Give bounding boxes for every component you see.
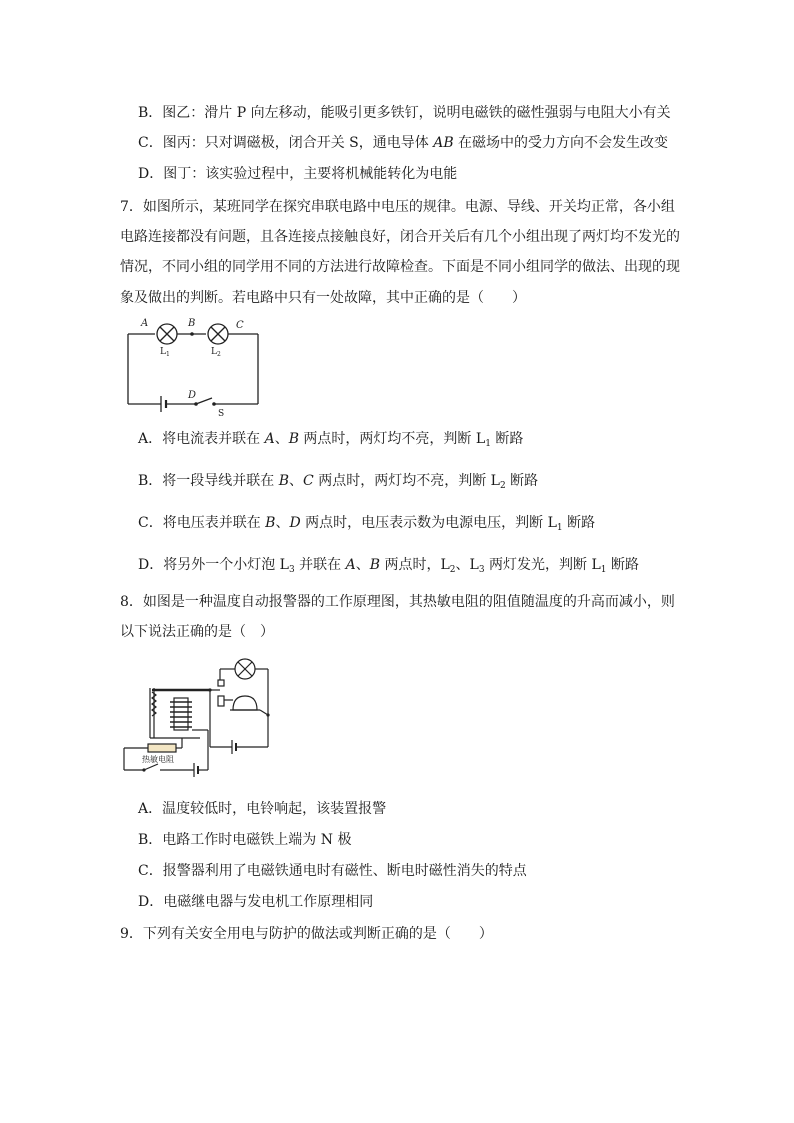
lamp-l2-label: $L_2$	[211, 347, 221, 358]
q7-option-a: A．将电流表并联在 A、B 两点时，两灯均不亮，判断 $L_1$ 断路	[138, 431, 524, 449]
q7-stem-line-1: 7．如图所示，某班同学在探究串联电路中电压的规律。电源、导线、开关均正常，各小组	[120, 199, 675, 215]
q8-option-c: C．报警器利用了电磁铁通电时有磁性、断电时磁性消失的特点	[138, 863, 527, 879]
q9-stem: 9．下列有关安全用电与防护的做法或判断正确的是（ ）	[120, 926, 493, 942]
q8-option-d: D．电磁继电器与发电机工作原理相同	[138, 894, 374, 910]
lower-contact	[218, 696, 224, 706]
q8-option-a: A．温度较低时，电铃响起，该装置报警	[138, 801, 387, 817]
q7-stem-line-3: 情况，不同小组的同学用不同的方法进行故障检查。下面是不同小组同学的做法、出现的现	[120, 259, 680, 275]
q6-option-c-var: AB	[433, 135, 454, 151]
point-c-label: C	[236, 320, 244, 331]
junction-b	[190, 332, 194, 336]
thermistor-label: 热敏电阻	[142, 755, 174, 764]
point-a-label: A	[141, 318, 149, 329]
junction-d	[194, 402, 198, 406]
q6-option-b-text: B．图乙：滑片 P 向左移动，能吸引更多铁钉，说明电磁铁的磁性强弱与电阻大小有关	[138, 105, 671, 121]
control-switch-icon	[144, 764, 158, 770]
thermistor-icon	[148, 744, 176, 752]
q6-option-c-text2: 在磁场中的受力方向不会发生改变	[453, 135, 669, 151]
lamp-l1-label: $L_1$	[160, 347, 170, 358]
q8-stem-line-1: 8．如图是一种温度自动报警器的工作原理图，其热敏电阻的阻值随温度的升高而减小，则	[120, 594, 675, 610]
q7-stem-line-4: 象及做出的判断。若电路中只有一处故障，其中正确的是（ ）	[120, 290, 526, 306]
q6-option-c-text: C．图丙：只对调磁极，闭合开关 S，通电导体	[138, 135, 434, 151]
q6-option-d	[138, 164, 457, 184]
point-d-label: D	[188, 390, 197, 401]
q7-option-b: B．将一段导线并联在 B、C 两点时，两灯均不亮，判断 $L_2$ 断路	[138, 473, 539, 491]
q7-option-d: D．将另外一个小灯泡 $L_3$ 并联在 A、B 两点时，$L_2$、$L_3$ 两灯发光，判断 $L_1$ 断路	[138, 557, 639, 575]
q7-circuit-diagram	[120, 312, 270, 422]
q6-option-d-text: D．图丁：该实验过程中，主要将机械能转化为电能	[138, 166, 458, 182]
q6-option-b	[138, 103, 671, 123]
q8-alarm-diagram	[120, 652, 280, 782]
bell-icon	[233, 696, 257, 710]
q8-option-b: B．电路工作时电磁铁上端为 N 极	[138, 832, 352, 848]
q6-option-c	[138, 133, 668, 153]
q7-option-c: C．将电压表并联在 B、D 两点时，电压表示数为电源电压，判断 $L_1$ 断路	[138, 515, 596, 533]
switch-s-label: S	[218, 409, 225, 419]
upper-contact	[218, 680, 224, 686]
q7-stem-line-2: 电路连接都没有问题，且各连接点接触良好，闭合开关后有几个小组出现了两灯均不发光的	[120, 229, 680, 245]
q8-stem-line-2: 以下说法正确的是（ ）	[120, 624, 274, 640]
point-b-label: B	[188, 318, 196, 329]
switch-s-icon	[196, 398, 212, 404]
